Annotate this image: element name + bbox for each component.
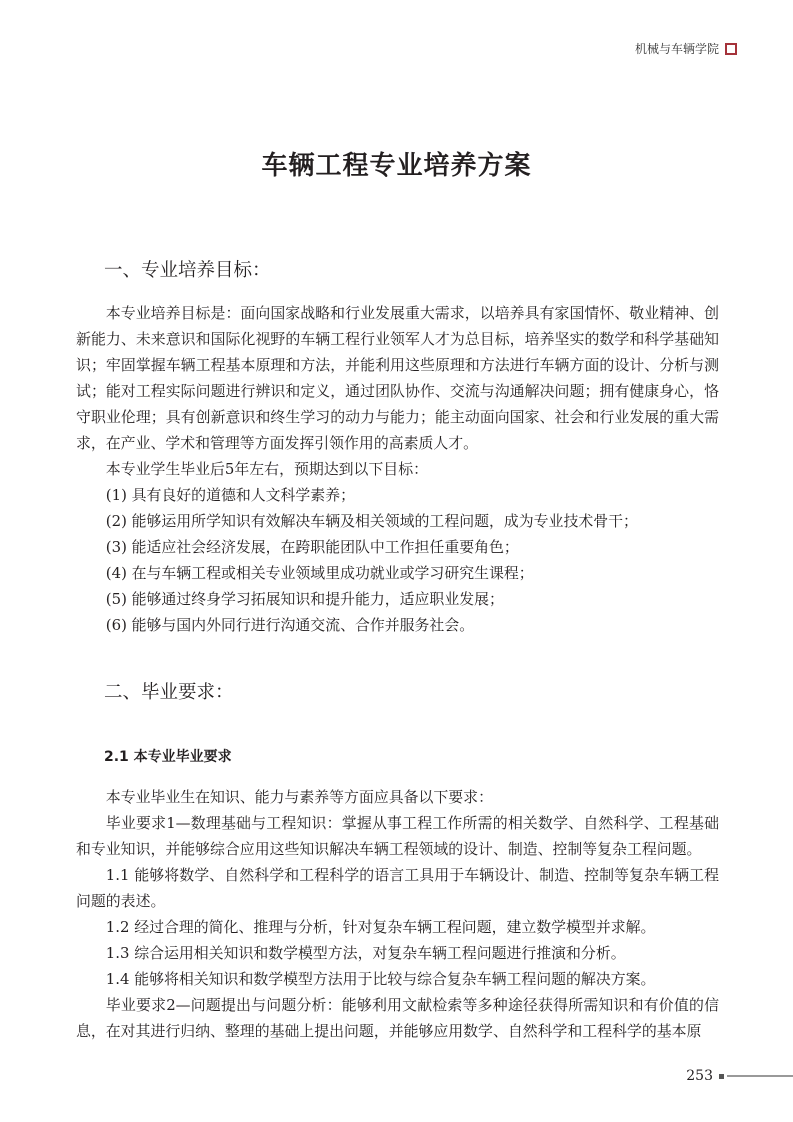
header-square-icon xyxy=(725,43,737,55)
footer-rule xyxy=(727,1075,793,1077)
page-number: 253 xyxy=(686,1068,713,1084)
list-item: (4) 在与车辆工程或相关专业领域里成功就业或学习研究生课程； xyxy=(105,564,534,582)
paragraph: 1.2 经过合理的简化、推理与分析，针对复杂车辆工程问题，建立数学模型并求解。 xyxy=(105,918,656,936)
page-footer xyxy=(686,1068,793,1084)
section-1-body xyxy=(76,300,719,638)
subsection-heading: 2.1 本专业毕业要求 xyxy=(104,749,232,765)
paragraph: 毕业要求1—数理基础与工程知识：掌握从事工程工作所需的相关数学、自然科学、工程基础和专业知识，并能够综合应用这些知识解决车辆工程领域的设计、制造、控制等复杂工程问题。 xyxy=(76,814,719,858)
list-item: (5) 能够通过终身学习拓展知识和提升能力，适应职业发展； xyxy=(105,590,504,608)
college-name: 机械与车辆学院 xyxy=(634,42,719,56)
list-item: (6) 能够与国内外同行进行沟通交流、合作并服务社会。 xyxy=(105,616,475,634)
paragraph: 本专业毕业生在知识、能力与素养等方面应具备以下要求： xyxy=(105,788,493,806)
paragraph: 本专业学生毕业后5年左右，预期达到以下目标： xyxy=(105,460,428,478)
list-item: (2) 能够运用所学知识有效解决车辆及相关领域的工程问题，成为专业技术骨干； xyxy=(105,512,638,530)
list-item: (1) 具有良好的道德和人文科学素养； xyxy=(105,486,355,504)
section-2-body xyxy=(76,784,719,1044)
page-title: 车辆工程专业培养方案 xyxy=(261,151,532,181)
paragraph: 1.3 综合运用相关知识和数学模型方法，对复杂车辆工程问题进行推演和分析。 xyxy=(105,944,626,962)
paragraph: 1.4 能够将相关知识和数学模型方法用于比较与综合复杂车辆工程问题的解决方案。 xyxy=(105,970,656,988)
section-heading-1: 一、专业培养目标： xyxy=(104,260,271,281)
footer-square-icon xyxy=(719,1074,724,1079)
running-header xyxy=(635,40,737,57)
paragraph: 毕业要求2—问题提出与问题分析：能够利用文献检索等多种途径获得所需知识和有价值的信息，在对其进行归纳、整理的基础上提出问题，并能够应用数学、自然科学和工程科学的基本原 xyxy=(76,996,719,1040)
paragraph: 本专业培养目标是：面向国家战略和行业发展重大需求，以培养具有家国情怀、敬业精神、创新能力、未来意识和国际化视野的车辆工程行业领军人才为总目标，培养坚实的数学和科学基础知识；牢固掌握车辆工程基本原理和方法，并能利用这些原理和方法进行车辆方面的设计、分析与测试；能对工程实际问题进行辨识和定义，通过团队协作、交流与沟通解决问题；拥有健康身心，恪守职业伦理；具有创新意识和终生学习的动力与能力；能主动面向国家、社会和行业发展的重大需求，在产业、学术和管理等方面发挥引领作用的高素质人才。 xyxy=(76,304,719,452)
list-item: (3) 能适应社会经济发展，在跨职能团队中工作担任重要角色； xyxy=(105,538,519,556)
paragraph: 1.1 能够将数学、自然科学和工程科学的语言工具用于车辆设计、制造、控制等复杂车辆工程问题的表述。 xyxy=(76,866,719,910)
section-heading-2: 二、毕业要求： xyxy=(104,682,234,703)
